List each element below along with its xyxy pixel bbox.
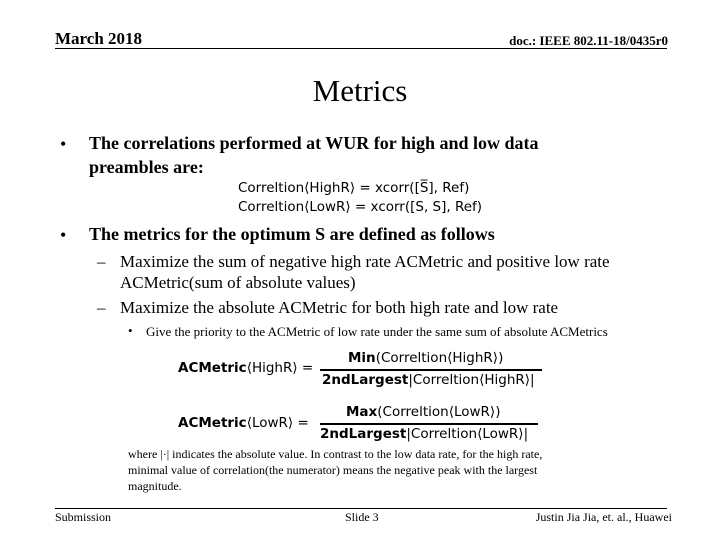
formula-low-lhs-bold: ACMetric [178, 415, 247, 431]
equation-correlation-low: Correltion⟨LowR⟩ = xcorr([S, S], Ref) [238, 199, 483, 215]
formula-low-den-bold: 2ndLargest [320, 426, 407, 442]
formula-low-denominator [320, 426, 528, 442]
formula-high-num-rest: (Correltion⟨HighR⟩) [375, 350, 504, 366]
formula-high-numerator [348, 350, 503, 366]
formula-high-den-rest: |Correltion⟨HighR⟩| [408, 372, 535, 388]
formula-high-fraction-bar [320, 369, 542, 371]
formula-low-lhs-rest: ⟨LowR⟩ = [246, 415, 309, 431]
formula-low-num-rest: (Correltion⟨LowR⟩) [377, 404, 501, 420]
formula-high-lhs [178, 360, 313, 376]
formula-low-num-bold: Max [346, 404, 378, 420]
subsub-text: Give the priority to the ACMetric of low rate under the same sum of absolute ACMetrics [146, 324, 608, 339]
note-line1: where |·| indicates the absolute value. In contrast to the low data rate, for the high rate, [128, 447, 543, 461]
bullet-marker: • [60, 225, 67, 245]
formula-high-num-bold: Min [348, 350, 376, 366]
header-rule [55, 48, 667, 49]
bullet-marker: • [60, 134, 67, 154]
formula-low-lhs [178, 415, 309, 431]
formula-high-denominator [322, 372, 535, 388]
equation-correlation-high: Correltion⟨HighR⟩ = xcorr([S̅], Ref) [238, 180, 470, 196]
bullet1-line2: preambles are: [89, 157, 204, 177]
formula-high-lhs-bold: ACMetric [178, 360, 247, 376]
footer-rule [55, 508, 667, 509]
formula-high-den-bold: 2ndLargest [322, 372, 409, 388]
footer-author: Justin Jia Jia, et. al., Huawei [535, 510, 672, 524]
note-line3: magnitude. [128, 479, 182, 493]
formula-high-lhs-rest: ⟨HighR⟩ = [246, 360, 314, 376]
header-date: March 2018 [55, 29, 143, 48]
footer-slide-number: Slide 3 [345, 510, 379, 524]
formula-low-fraction-bar [320, 423, 538, 425]
footer-submission: Submission [55, 510, 112, 524]
formula-low-den-rest: |Correltion⟨LowR⟩| [406, 426, 529, 442]
bullet2-text: The metrics for the optimum S are defined as follows [89, 224, 495, 244]
bullet1-line1: The correlations performed at WUR for high and low data [89, 133, 539, 153]
sub2-text: Maximize the absolute ACMetric for both high rate and low rate [120, 298, 559, 317]
dash-marker: – [97, 298, 106, 317]
subsub-marker: • [128, 323, 133, 338]
note-line2: minimal value of correlation(the numerator) means the negative peak with the largest [128, 463, 538, 477]
header-doc-id: doc.: IEEE 802.11-18/0435r0 [509, 33, 668, 48]
formula-low-numerator [346, 404, 500, 420]
slide-title: Metrics [312, 73, 408, 108]
dash-marker: – [97, 252, 106, 271]
sub1-line1: Maximize the sum of negative high rate ACMetric and positive low rate [120, 252, 610, 271]
sub1-line2: ACMetric(sum of absolute values) [120, 273, 356, 292]
